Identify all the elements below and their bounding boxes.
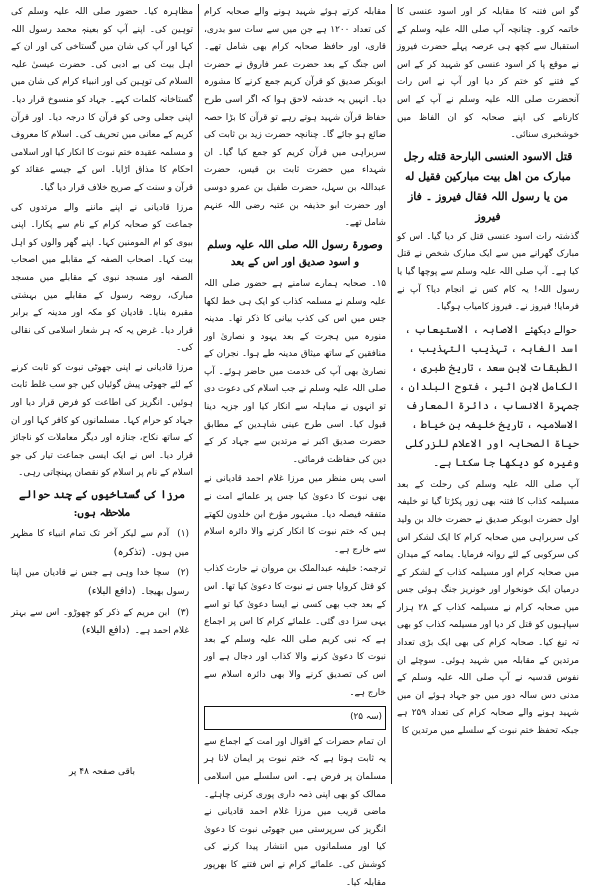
list-title: مرزا کی گستاخیوں کے چند حوالے ملاحظہ ہوں: — [19, 489, 185, 519]
references-block — [397, 321, 579, 473]
list-number: (۱) — [177, 529, 189, 540]
paragraph: مظاہرہ کیا۔ حضور صلی اللہ علیہ وسلم کی توہین کی۔ اپنے آپ کو بعینہٖ محمد رسول اللہ کہا اور آپ کی شان میں گستاخی کی اور ان کے اہل بیت کی بے ادبی کی۔ حضرت عیسیٰ علیہ السلام کی توہین کی اور انبیاء کرام کی شان میں گستاخانہ کلمات کہے۔ جہاد کو منسوخ قرار دیا۔ اپنی جعلی وحی کو قرآن کا درجہ دیا۔ اور قرآن کریم کے معانی میں تحریف کی۔ اسلام کا معروف و مسلمہ عقیدہ ختم نبوت کا انکار کیا اور اسلامی احکام کا مذاق اڑایا۔ اس کے جیسے عقائد کو قرآن و سنت کے صریح خلاف قرار دیا گیا۔ — [11, 7, 193, 193]
paragraph: مقابلہ کرتے ہوئے شہید ہونے والے صحابہ کرام کی تعداد ۱۲۰۰ ہے جن میں سے سات سو بدری، قاری، اور حافظ صحابہ کرام بھی شامل تھے۔ اس جنگ کے بعد حضرت عمر فاروق نے حضرت ابوبکر صدیق کو قرآن کریم جمع کرنے کا مشورہ دیا۔ انہیں یہ خدشہ لاحق ہوا کہ اگر اسی طرح حفاظ قرآن شہید ہوتے رہے تو قرآن کا بڑا حصہ ضائع ہو جائے گا۔ چنانچہ حضرت زید بن ثابت کی سربراہی میں قرآن کریم کو جمع کیا گیا۔ ان شہداء میں حضرت ثابت بن قیس، حضرت عبداللہ بن سہل، حضرت طفیل بن عمرو دوسی اور حضرت ابو حذیفہ بن عتبہ رضی اللہ عنہم شامل تھے۔ — [204, 7, 386, 229]
list-item — [11, 565, 193, 601]
translation-paragraph: ترجمہ: خلیفہ عبدالملک بن مروان نے حارث کذاب کو قتل کروایا جس نے نبوت کا دعویٰ کیا تھا۔ اس کے بعد جب بھی کسی نے ایسا دعویٰ کیا تو اسے یہی سزا دی گئی۔ علمائے کرام کا اس پر اجماع ہے کہ نبی کریم صلی اللہ علیہ وسلم کے بعد نبوت کا دعویٰ کرنے والا کذاب اور دجال ہے اور اس کی تصدیق کرنے والا بھی دائرہ اسلام سے خارج ہے۔ — [204, 564, 386, 698]
list-number: (۲) — [177, 568, 189, 579]
arabic-hadith-quote: قتل الاسود العنسی البارحة قتله رجل مبارک من اهل بیت مبارکین فقیل له من یا رسول اللہ فقال فیروز ۔ فاز فیروز — [403, 149, 573, 223]
list-text: سچا خدا وہی ہے جس نے قادیان میں اپنا رسول بھیجا۔ — [11, 568, 189, 597]
reference-box — [204, 706, 386, 730]
section-heading: وصورۃ رسول اللہ صلی اللہ علیہ وسلم و اسود صدیق اور اس کے بعد — [207, 238, 383, 269]
references-label: حوالے دیکھئے — [524, 324, 577, 336]
paragraph: مرزا قادیانی نے اپنی جھوٹی نبوت کو ثابت کرنے کے لئے جھوٹی پیش گوئیاں کیں جو سب غلط ثابت ہوئیں۔ انگریز کی اطاعت کو فرض قرار دیا اور جہاد کو حرام کہا۔ مسلمانوں کو کافر کہا اور ان کے ساتھ نکاح، جنازہ اور دیگر معاملات کو ناجائز قرار دیا۔ اس نے ایک ایسی جماعت تیار کی جو اسلام کے نام پر اسلام کو نقصان پہنچاتی رہی۔ — [11, 362, 193, 479]
column-left — [6, 4, 199, 784]
quotes-list — [11, 526, 193, 641]
column-middle — [199, 4, 392, 888]
paragraph: آپ صلی اللہ علیہ وسلم کی رحلت کے بعد مسیلمہ کذاب کا فتنہ بھی زور پکڑتا گیا تو خلیفہ اول حضرت ابوبکر صدیق نے حضرت خالد بن ولید کی سربراہی میں صحابہ کرام کا ایک لشکر اس کی سرکوبی کے لئے روانہ فرمایا۔ یمامہ کے میدان میں صحابہ کرام اور مسیلمہ کذاب کے لشکر کے درمیان ایک خونخوار اور خونریز جنگ ہوئی جس میں صحابہ کرام نے مسیلمہ کذاب کے ۲۸ ہزار سپاہیوں کو قتل کر دیا اور مسیلمہ کذاب کو بھی تہ تیغ کیا۔ صحابہ کرام کی بھی ایک بڑی تعداد مرتدین کے مقابلہ میں شہید ہوئی۔ سوچئے ان نفوس قدسیہ نے آپ صلی اللہ علیہ وسلم کے مدنی دس سالہ دور میں جو جہاد ہوئے ان میں شہید ہونے والے صحابہ کرام کی تعداد ۲۵۹ ہے جبکہ تحفظ ختم نبوت کے سلسلے میں مرتدین کا — [397, 479, 580, 737]
continuation-note: باقی صفحہ ۴۸ پر — [68, 767, 136, 778]
list-source: (تذکرہ) — [113, 546, 146, 558]
list-source: (دافع البلاء) — [87, 586, 136, 597]
list-source: (دافع البلاء) — [81, 625, 130, 637]
list-item — [11, 526, 193, 562]
list-number: (۳) — [177, 607, 189, 618]
paragraph: اسی پس منظر میں مرزا غلام احمد قادیانی نے بھی نبوت کا دعویٰ کیا جس پر علمائے امت نے متفقہ فیصلہ دیا۔ مشہور مؤرخ ابن خلدون لکھتے ہیں کہ ختم نبوت کا انکار کرنے والا دائرہ اسلام سے خارج ہے۔ — [204, 474, 386, 555]
newspaper-page — [6, 4, 584, 888]
column-right — [392, 4, 584, 784]
references-list: الاصابہ ، الاستیعاب ، اسد الغابہ ، تہذیب التہذیب ، الطبقات لابن سعد ، تاریخ طبری ، الکامل لابن اثیر ، فتوح البلدان ، جمہرۃ الانساب ، دائرۃ المعارف الاسلامیہ ، تاریخ خلیفہ بن خیاط ، حیاۃ الصحابہ اور الاعلام للزرکلی وغیرہ کو دیکھا جا سکتا ہے۔ — [399, 323, 579, 469]
paragraph: گو اس فتنہ کا مقابلہ کر اور اسود عنسی کا خاتمہ کرو۔ چنانچہ آپ صلی اللہ علیہ وسلم کے استقبال سے کچھ ہی عرصہ پہلے حضرت فیروز نے موقع پا کر اسود عنسی کو شہید کر کے اس کے فتنے کو ختم کر دیا اور آپ نے اس رات آنحضرت صلی اللہ علیہ وسلم نے آپ کے اس کارنامے کی اپنے صحابہ کو ان الفاظ میں خوشخبری سنائی۔ — [397, 7, 579, 141]
list-text: آدم سے لیکر آخر تک تمام انبیاء کا مظہر میں ہوں۔ — [11, 529, 189, 558]
paragraph: گذشتہ رات اسود عنسی قتل کر دیا گیا۔ اس کو مبارک گھرانے میں سے ایک مبارک شخص نے قتل کیا ہے۔ آپ صلی اللہ علیہ وسلم سے پوچھا گیا یا رسول اللہ! یہ کام کس نے انجام دیا؟ آپ نے فرمایا! فیروز نے۔ فیروز کامیاب ہوگیا۔ — [397, 231, 579, 313]
list-item — [11, 605, 193, 641]
paragraph: ۱۵۔ صحابہ ہمارے سامنے ہے حضور صلی اللہ علیہ وسلم نے مسلمہ کذاب کو ایک ہی خط لکھا جس میں اس کی کذب بیانی کا ذکر تھا۔ مدینہ منورہ میں ہجرت کے بعد یہود و نصاریٰ اور منافقین کے ساتھ میثاق مدینہ طے ہوا۔ نجران کے نصاریٰ بھی آپ کی خدمت میں حاضر ہوئے۔ آپ صلی اللہ علیہ وسلم نے جب اسلام کی دعوت دی تو انہوں نے مباہلہ سے انکار کیا اور جزیہ دینا قبول کیا۔ اسی طرح عینی شاہدین کے مطابق حضرت صدیق اکبر نے مرتدین سے جہاد کر کے دین کی حفاظت فرمائی۔ — [204, 278, 386, 465]
reference-box-text: (سہ ۲۵) — [350, 712, 382, 723]
paragraph: ان تمام حضرات کے اقوال اور امت کے اجماع سے یہ ثابت ہوتا ہے کہ ختم نبوت پر ایمان لانا ہر مسلمان پر فرض ہے۔ اس سلسلے میں اسلامی ممالک کو بھی اپنی ذمہ داری پوری کرنی چاہئے۔ ماضی قریب میں مرزا غلام احمد قادیانی نے انگریز کی سرپرستی میں جھوٹی نبوت کا دعویٰ کیا اور مسلمانوں میں انتشار پیدا کرنے کی کوشش کی۔ علمائے کرام نے اس فتنے کا بھرپور مقابلہ کیا۔ — [204, 736, 386, 888]
paragraph: مرزا قادیانی نے اپنے ماننے والے مرتدوں کی جماعت کو صحابہ کرام کے نام سے پکارا۔ اپنی بیوی کو ام المومنین کہا۔ اپنے گھر والوں کو اہل بیت کہا۔ اصحاب الصفہ کے مقابلے میں اصحاب الصفہ اور مسجد نبوی کے مقابلے میں مسجد مبارک، روضہ رسول کے مقابلے میں بہشتی مقبرہ بنایا۔ قادیان کو مکہ اور مدینہ کے برابر قرار دیا۔ غرض یہ کہ ہر شعار اسلامی کی نقالی کی۔ — [11, 202, 193, 354]
list-text: ابن مریم کے ذکر کو چھوڑو۔ اس سے بہتر غلام احمد ہے۔ — [11, 607, 189, 637]
